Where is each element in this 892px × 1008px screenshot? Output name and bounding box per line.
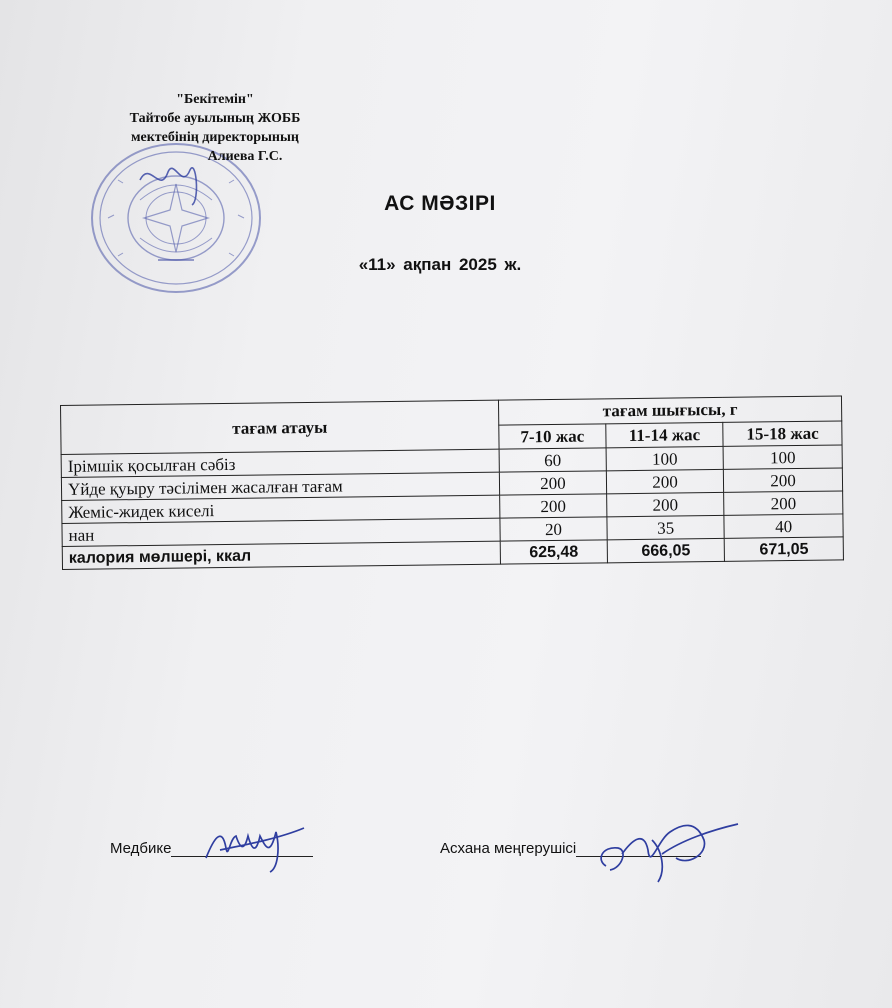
total-label: калория мөлшері, ккал: [62, 541, 500, 569]
page-title: АС МӘЗІРІ: [384, 192, 496, 215]
portion-value: 100: [606, 446, 724, 470]
approval-title: "Бекітемін": [176, 92, 254, 107]
col-header-name: тағам атауы: [61, 400, 500, 454]
portion-value: 200: [606, 469, 724, 493]
menu-date: «11» ақпан 2025 ж.: [358, 255, 522, 274]
approval-school: Тайтобе ауылының ЖОББ: [129, 111, 301, 126]
menu-table-wrapper: [60, 395, 844, 570]
director-signature-icon: [130, 150, 220, 210]
calorie-value: 666,05: [607, 538, 725, 562]
col-header-output: тағам шығысы, г: [498, 396, 841, 425]
nurse-label: Медбике: [110, 840, 172, 857]
nurse-signature-icon: [200, 818, 310, 876]
portion-value: 40: [724, 514, 843, 538]
age-group-header: 15-18 жас: [723, 420, 842, 446]
dish-name: нан: [62, 518, 500, 546]
age-group-header: 7-10 жас: [499, 423, 606, 449]
calorie-value: 625,48: [500, 540, 607, 564]
portion-value: 60: [499, 448, 606, 472]
portion-value: 200: [724, 491, 843, 515]
dish-name: Ірімшік қосылған сәбіз: [61, 449, 499, 477]
portion-value: 200: [607, 492, 725, 516]
portion-value: 200: [500, 494, 607, 518]
dish-name: Жеміс-жидек киселі: [62, 495, 500, 523]
approval-director-name: Алиева Г.С.: [207, 149, 283, 164]
age-group-header: 11-14 жас: [606, 422, 724, 448]
manager-signature-icon: [592, 810, 742, 890]
manager-label: Асхана меңгерушісі: [440, 840, 577, 857]
portion-value: 200: [724, 468, 843, 492]
dish-name: Үйде қуыру тәсілімен жасалған тағам: [61, 472, 499, 500]
calorie-value: 671,05: [724, 537, 843, 561]
portion-value: 200: [499, 471, 606, 495]
approval-position: мектебінің директорының: [130, 130, 299, 145]
menu-table: [60, 395, 844, 570]
portion-value: 35: [607, 515, 725, 539]
portion-value: 20: [500, 517, 607, 541]
portion-value: 100: [723, 445, 842, 469]
